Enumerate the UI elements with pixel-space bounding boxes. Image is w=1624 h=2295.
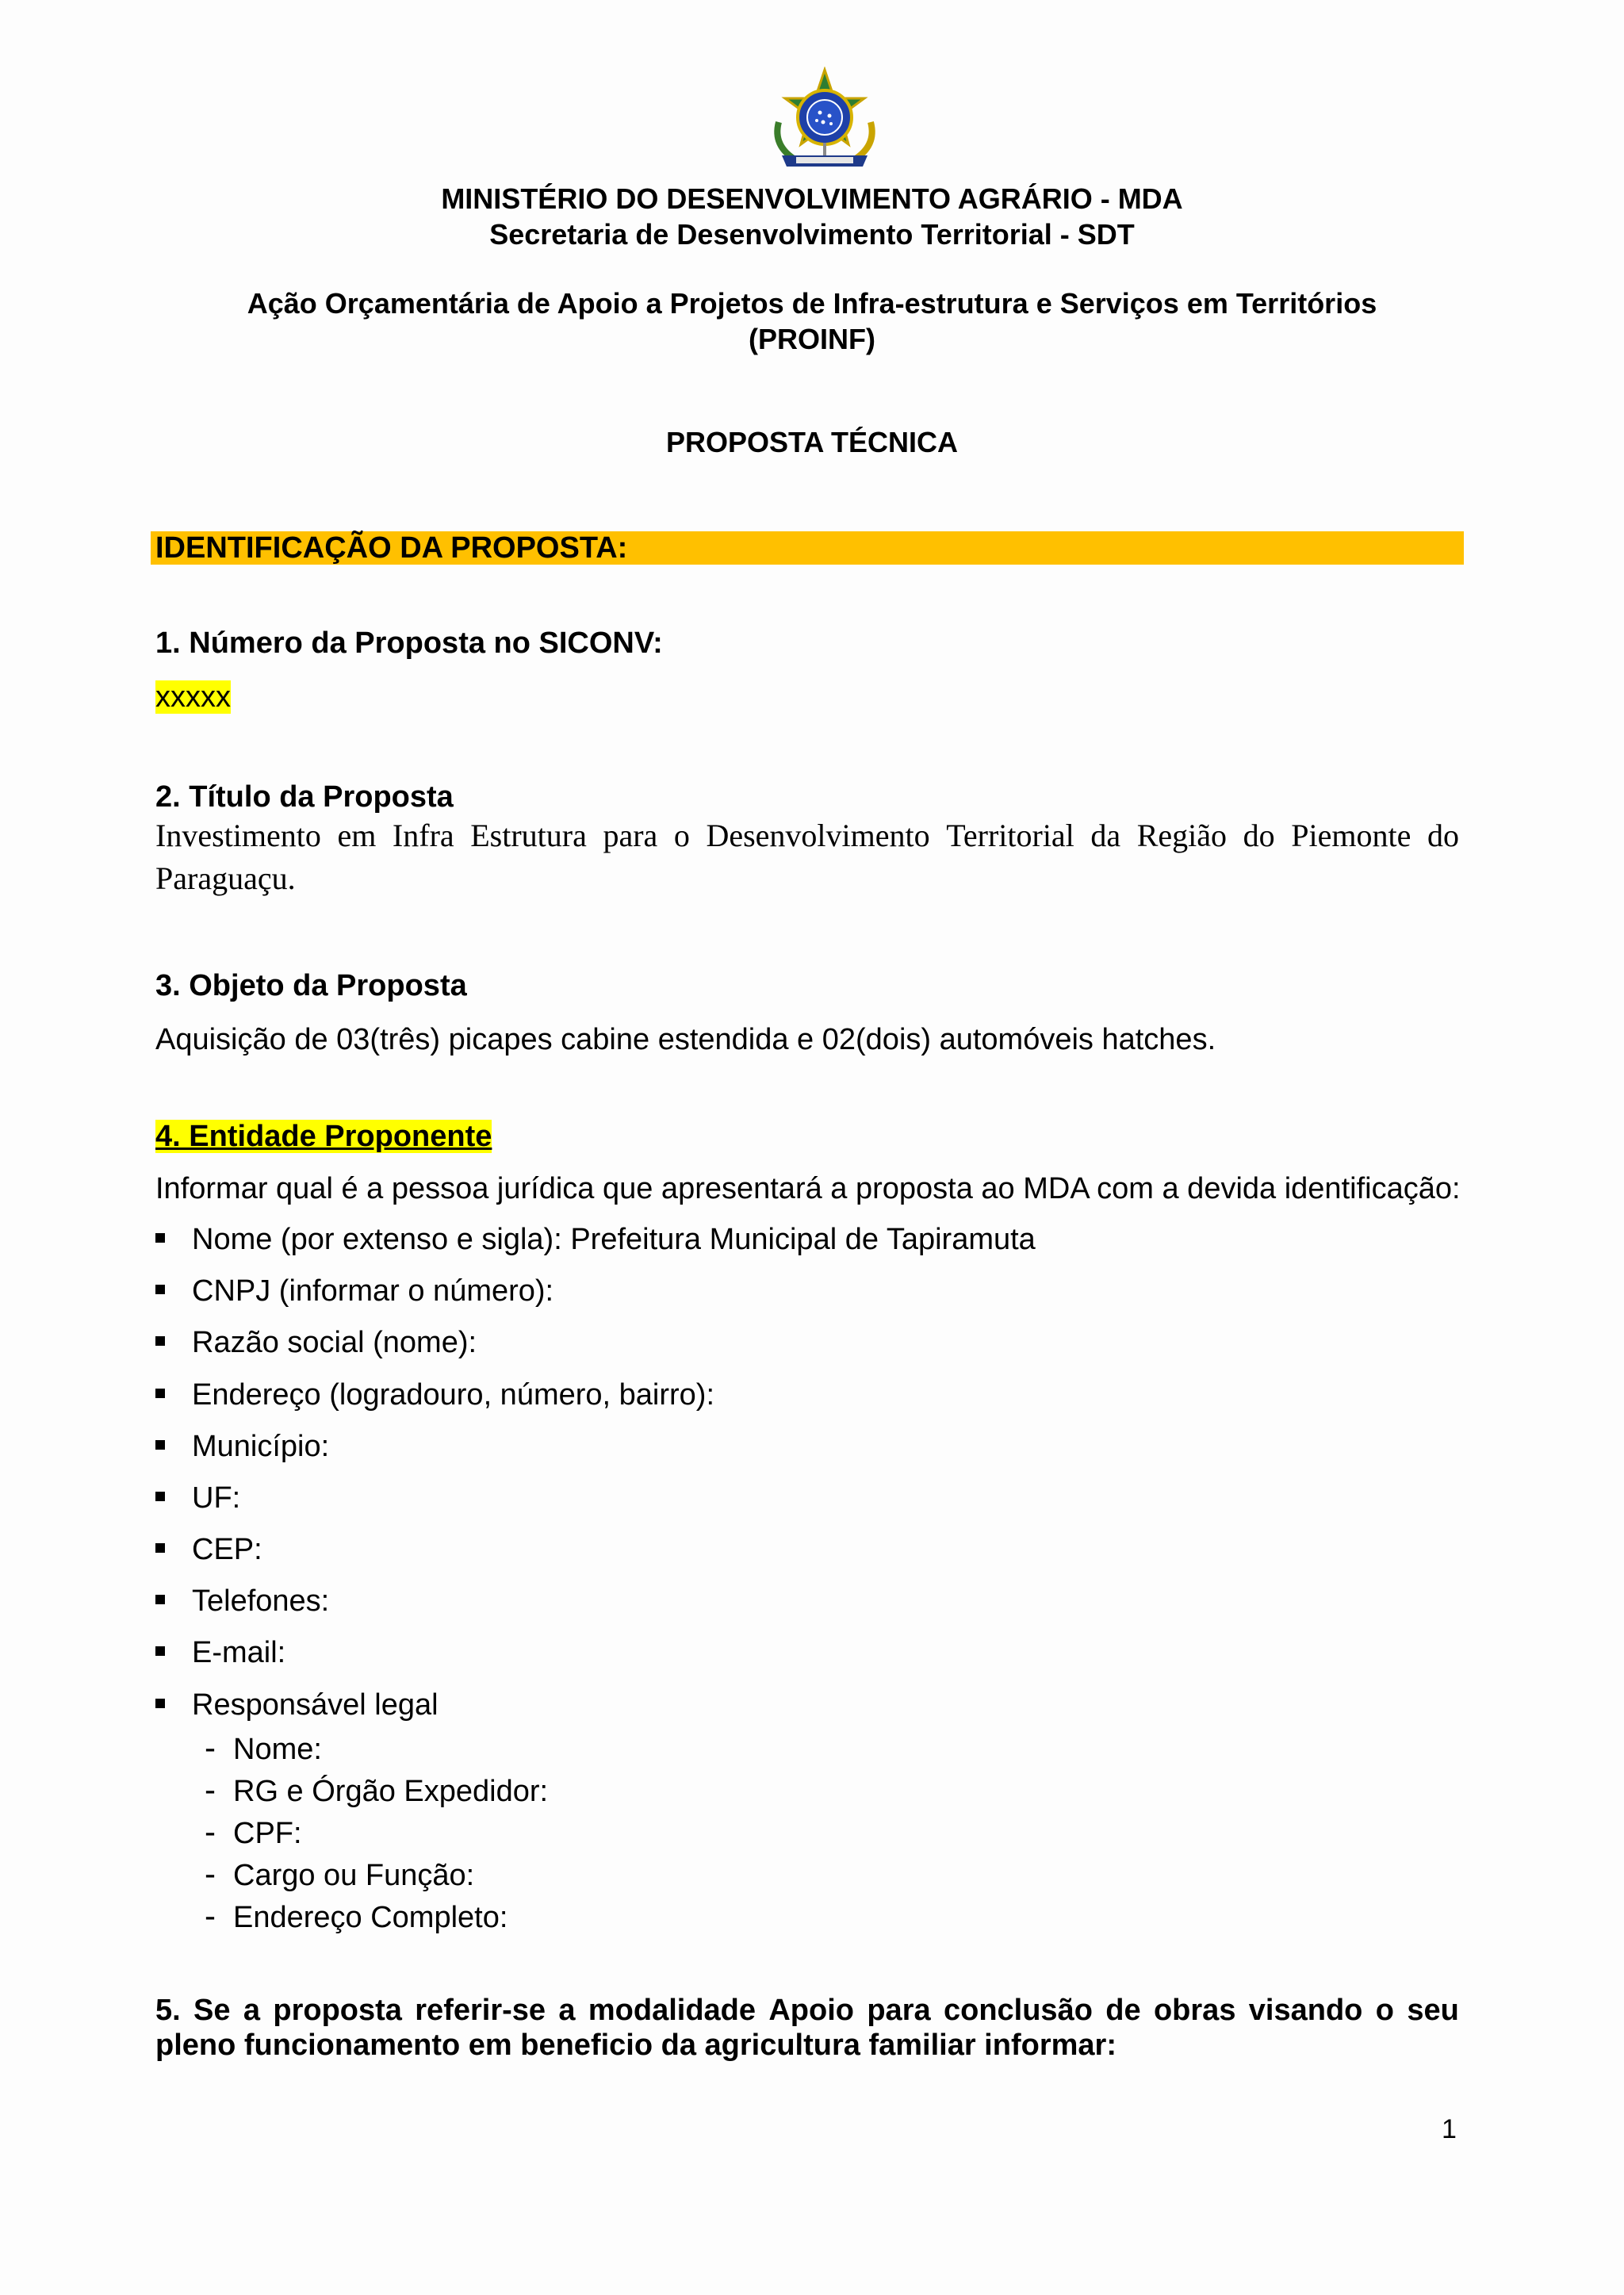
sub-list-item-text: Nome:	[233, 1733, 322, 1766]
list-item-text: CEP:	[192, 1533, 262, 1566]
list-item-text: Município:	[192, 1430, 330, 1463]
s1-heading: 1. Número da Proposta no SICONV:	[155, 626, 663, 660]
list-item	[155, 1378, 714, 1412]
s5-word: visando	[1248, 1994, 1363, 2027]
list-item-text: Responsável legal	[192, 1688, 439, 1722]
s2-word: Piemonte	[1291, 818, 1411, 853]
list-item-text: Telefones:	[192, 1584, 330, 1618]
document-title: PROPOSTA TÉCNICA	[665, 426, 958, 458]
s5-word: proposta	[273, 1994, 402, 2027]
s3-heading: 3. Objeto da Proposta	[155, 969, 467, 1002]
s4-heading	[155, 1120, 492, 1154]
s4-intro: Informar qual é a pessoa jurídica que apresentará a proposta ao MDA com a devida identificação:	[155, 1172, 1461, 1205]
s5-word: a	[243, 1994, 261, 2027]
s3-text: Aquisição de 03(três) picapes cabine estendida e 02(dois) automóveis hatches.	[155, 1023, 1216, 1056]
secretariat-title: Secretaria de Desenvolvimento Territorial - SDT	[489, 218, 1135, 251]
page-number: 1	[1442, 2114, 1457, 2144]
s2-word: Investimento	[155, 818, 321, 853]
s5-word: referir-se	[415, 1994, 546, 2027]
list-item	[155, 1584, 329, 1619]
sub-list-item: - Nome:	[205, 1729, 322, 1766]
section-bar-label: IDENTIFICAÇÃO DA PROPOSTA:	[155, 531, 628, 565]
sub-list-item-text: Endereço Completo:	[233, 1901, 508, 1934]
s2-word: Desenvolvimento	[706, 818, 930, 853]
list-item	[155, 1326, 477, 1360]
s2-word: do	[1243, 818, 1275, 853]
s5-word: obras	[1153, 1994, 1236, 2027]
ministry-title: MINISTÉRIO DO DESENVOLVIMENTO AGRÁRIO - MDA	[441, 182, 1183, 215]
s2-word: em	[337, 818, 377, 853]
list-item	[155, 1481, 240, 1515]
s5-word: modalidade	[588, 1994, 756, 2027]
list-item	[155, 1274, 553, 1308]
list-item-text: UF:	[192, 1481, 241, 1515]
sub-list-item: - CPF:	[205, 1813, 302, 1850]
list-item	[155, 1223, 1036, 1257]
s5-word: 5.	[155, 1994, 181, 2027]
section-bar-identification	[151, 531, 1464, 565]
s5-word: de	[1105, 1994, 1141, 2027]
list-item	[155, 1688, 439, 1722]
s2-word: o	[673, 818, 690, 853]
s5-word: Se	[193, 1994, 231, 2027]
list-item-text: CNPJ (informar o número):	[192, 1274, 554, 1308]
sub-list-item-text: CPF:	[233, 1817, 302, 1850]
sub-list-item: - Endereço Completo:	[205, 1897, 508, 1934]
s5-word: conclusão	[943, 1994, 1093, 2027]
s5-heading-line2: pleno funcionamento em beneficio da agricultura familiar informar:	[155, 2029, 1116, 2062]
s5-word: para	[867, 1994, 931, 2027]
list-item-text: Nome (por extenso e sigla): Prefeitura Municipal de Tapiramuta	[192, 1223, 1036, 1256]
s2-word: Territorial	[946, 818, 1074, 853]
sub-list-item-text: Cargo ou Função:	[233, 1859, 475, 1892]
s2-word: Estrutura	[470, 818, 587, 853]
s2-word: do	[1427, 818, 1459, 853]
action-title-line2: (PROINF)	[749, 323, 875, 355]
s2-title-line2: Paraguaçu.	[155, 860, 296, 896]
list-item-text: Razão social (nome):	[192, 1326, 477, 1359]
list-item	[155, 1533, 262, 1567]
s2-word: para	[603, 818, 658, 853]
s2-word: da	[1090, 818, 1121, 853]
list-item	[155, 1636, 285, 1670]
coat-of-arms-emblem	[764, 67, 885, 171]
s5-word: seu	[1407, 1994, 1459, 2027]
list-item	[155, 1430, 329, 1464]
action-title-line1: Ação Orçamentária de Apoio a Projetos de Infra-estrutura e Serviços em Territórios	[247, 287, 1377, 320]
s2-word: Região	[1136, 818, 1228, 853]
sub-list-item: - RG e Órgão Expedidor:	[205, 1771, 549, 1808]
s4-heading-text: 4. Entidade Proponente	[155, 1120, 492, 1153]
list-item-text: E-mail:	[192, 1636, 286, 1669]
s1-value-text: xxxxx	[155, 680, 231, 714]
s5-word: Apoio	[768, 1994, 854, 2027]
s5-heading-line1	[155, 1994, 1459, 2028]
sub-list-item: - Cargo ou Função:	[205, 1855, 475, 1892]
s1-value	[155, 680, 231, 715]
s5-word: o	[1375, 1994, 1394, 2027]
list-item-text: Endereço (logradouro, número, bairro):	[192, 1378, 715, 1412]
sub-list-item-text: RG e Órgão Expedidor:	[233, 1775, 549, 1808]
s5-word: a	[558, 1994, 576, 2027]
s2-word: Infra	[392, 818, 454, 853]
s2-title-line1	[155, 817, 1459, 854]
s2-heading: 2. Título da Proposta	[155, 780, 454, 814]
